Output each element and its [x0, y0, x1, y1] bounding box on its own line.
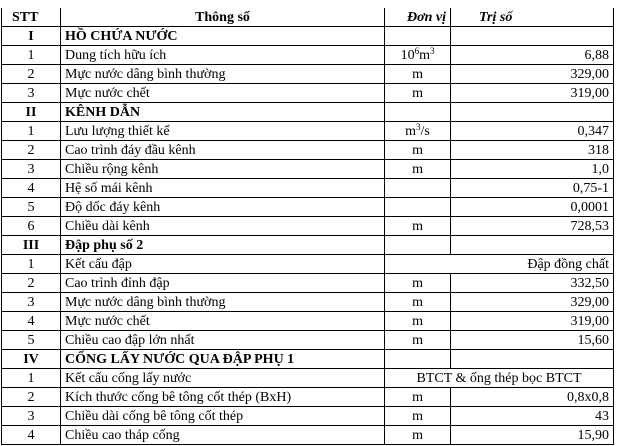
value-cell: 329,00	[451, 65, 614, 84]
table-row	[2, 407, 614, 426]
table-row	[2, 141, 614, 160]
section-number: II	[2, 103, 61, 122]
table-row	[2, 84, 614, 103]
value-cell: 15,60	[451, 331, 614, 350]
unit-cell: m	[385, 331, 451, 350]
table-row	[2, 255, 614, 274]
row-number: 3	[2, 293, 61, 312]
row-number: 3	[2, 84, 61, 103]
section-title: Đập phụ số 2	[61, 236, 385, 255]
row-number: 2	[2, 141, 61, 160]
section-header-row	[2, 27, 614, 46]
value-cell: 15,90	[451, 426, 614, 445]
row-number: 2	[2, 65, 61, 84]
unit-cell: m	[385, 217, 451, 236]
table-row	[2, 217, 614, 236]
unit-base: m	[405, 123, 417, 139]
parameter-name: Lưu lượng thiết kế	[61, 122, 385, 141]
section-unit-cell	[385, 236, 451, 255]
unit-superscript: 3	[416, 121, 421, 132]
unit-cell: m	[385, 312, 451, 331]
row-number: 3	[2, 407, 61, 426]
parameter-name: Hệ số mái kênh	[61, 179, 385, 198]
unit-tail: m	[419, 47, 430, 63]
row-number: 4	[2, 312, 61, 331]
unit-superscript: 3	[429, 45, 435, 56]
table-row	[2, 426, 614, 445]
section-title: CỐNG LẤY NƯỚC QUA ĐẬP PHỤ 1	[61, 350, 385, 369]
unit-cell: m	[385, 293, 451, 312]
parameter-name: Chiều dài cống bê tông cốt thép	[61, 407, 385, 426]
value-cell: 0,347	[451, 122, 614, 141]
header-stt: STT	[2, 8, 61, 27]
parameter-name: Chiều dài kênh	[61, 217, 385, 236]
row-number: 5	[2, 198, 61, 217]
header-value: Trị số	[451, 8, 614, 27]
value-cell: 728,53	[451, 217, 614, 236]
header-param: Thông số	[61, 8, 385, 27]
value-cell: 319,00	[451, 312, 614, 331]
parameter-name: Dung tích hữu ích	[61, 46, 385, 65]
section-unit-cell	[385, 350, 451, 369]
table-row	[2, 388, 614, 407]
unit-cell: m	[385, 65, 451, 84]
specification-table	[1, 8, 614, 445]
parameter-name: Kết cấu đập	[61, 255, 385, 274]
unit-cell: m	[385, 388, 451, 407]
row-number: 1	[2, 46, 61, 65]
unit-tail: /s	[420, 123, 430, 139]
table-row	[2, 331, 614, 350]
row-number: 2	[2, 274, 61, 293]
table-row	[2, 274, 614, 293]
unit-cell	[385, 179, 451, 198]
parameter-name: Mực nước chết	[61, 312, 385, 331]
row-number: 2	[2, 388, 61, 407]
value-cell: 0,0001	[451, 198, 614, 217]
value-cell: 319,00	[451, 84, 614, 103]
parameter-name: Chiều rộng kênh	[61, 160, 385, 179]
section-unit-cell	[385, 103, 451, 122]
table-row	[2, 46, 614, 65]
section-value-cell	[451, 236, 614, 255]
section-title: HỒ CHỨA NƯỚC	[61, 27, 385, 46]
unit-cell: m	[385, 426, 451, 445]
unit-superscript: 6	[414, 45, 420, 56]
table-row	[2, 122, 614, 141]
table-row	[2, 293, 614, 312]
section-value-cell	[451, 27, 614, 46]
value-cell: 0,8x0,8	[451, 388, 614, 407]
table-row	[2, 160, 614, 179]
row-number: 1	[2, 255, 61, 274]
header-row	[2, 8, 614, 27]
value-cell: 43	[451, 407, 614, 426]
value-cell: 329,00	[451, 293, 614, 312]
value-cell: 1,0	[451, 160, 614, 179]
row-number: 5	[2, 331, 61, 350]
parameter-name: Cao trình đáy đầu kênh	[61, 141, 385, 160]
unit-cell: m	[385, 84, 451, 103]
table-row	[2, 369, 614, 388]
section-number: IV	[2, 350, 61, 369]
value-cell: 318	[451, 141, 614, 160]
value-cell: 332,50	[451, 274, 614, 293]
unit-cell: m	[385, 160, 451, 179]
row-number: 4	[2, 179, 61, 198]
section-value-cell	[451, 350, 614, 369]
unit-cell: m	[385, 274, 451, 293]
table-row	[2, 179, 614, 198]
table-row	[2, 198, 614, 217]
unit-cell: m	[385, 141, 451, 160]
unit-cell	[385, 122, 451, 141]
section-number: I	[2, 27, 61, 46]
unit-cell: m	[385, 407, 451, 426]
value-cell: 0,75-1	[451, 179, 614, 198]
parameter-name: Kích thước cống bê tông cốt thép (BxH)	[61, 388, 385, 407]
table-row	[2, 65, 614, 84]
merged-value: BTCT & ống thép bọc BTCT	[385, 369, 614, 388]
row-number: 4	[2, 426, 61, 445]
row-number: 3	[2, 160, 61, 179]
unit-cell	[385, 46, 451, 65]
section-header-row	[2, 236, 614, 255]
parameter-name: Độ dốc đáy kênh	[61, 198, 385, 217]
value-cell: 6,88	[451, 46, 614, 65]
parameter-name: Mực nước dâng bình thường	[61, 293, 385, 312]
unit-cell	[385, 198, 451, 217]
parameter-name: Cao trình đỉnh đập	[61, 274, 385, 293]
section-unit-cell	[385, 27, 451, 46]
parameter-name: Kết cấu cống lấy nước	[61, 369, 385, 388]
section-header-row	[2, 103, 614, 122]
section-number: III	[2, 236, 61, 255]
table-body	[2, 27, 614, 445]
parameter-name: Chiều cao đập lớn nhất	[61, 331, 385, 350]
table-row	[2, 312, 614, 331]
parameter-name: Chiều cao tháp cống	[61, 426, 385, 445]
parameter-name: Mực nước chết	[61, 84, 385, 103]
row-number: 1	[2, 122, 61, 141]
unit-base: 10	[400, 47, 415, 63]
row-number: 6	[2, 217, 61, 236]
section-title: KÊNH DẪN	[61, 103, 385, 122]
parameter-name: Mực nước dâng bình thường	[61, 65, 385, 84]
header-unit: Đơn vị	[385, 8, 451, 27]
section-value-cell	[451, 103, 614, 122]
section-header-row	[2, 350, 614, 369]
row-number: 1	[2, 369, 61, 388]
merged-value: Đập đồng chất	[385, 255, 614, 274]
